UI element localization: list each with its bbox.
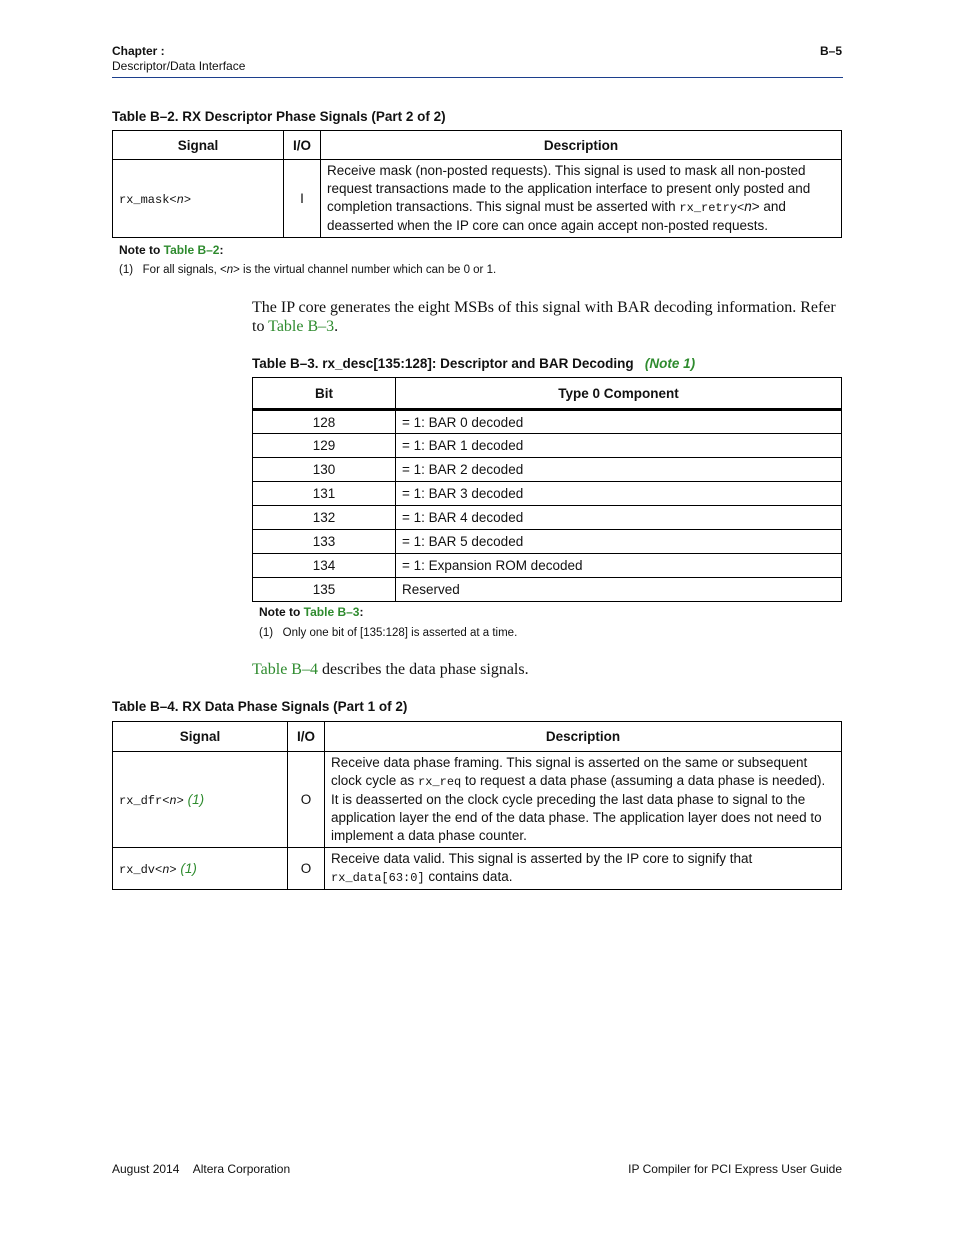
table-b3-link[interactable]: Table B–3: [268, 318, 335, 335]
description-cell: Receive data valid. This signal is asserted by the IP core to signify that rx_data[63:0] contains data.: [325, 848, 842, 890]
io-cell: O: [288, 752, 325, 848]
description-cell: Receive data phase framing. This signal is asserted on the same or subsequent clock cycle as rx_req to request a data phase (assuming a data phase is needed). It is deasserted on the clock cycle preceding the last data phase to signal to the application layer the end of the data phase. The application layer does not need to implement a data phase counter.: [325, 752, 842, 848]
section-title: Descriptor/Data Interface: [112, 59, 246, 73]
table-b2-link[interactable]: Table B–2: [163, 243, 220, 257]
footer-right: IP Compiler for PCI Express User Guide: [628, 1162, 842, 1176]
table-b4-link[interactable]: Table B–4: [252, 661, 318, 678]
table-header: Bit: [253, 378, 396, 410]
table-row: 134 = 1: Expansion ROM decoded: [253, 554, 842, 578]
page-number: B–5: [819, 44, 842, 58]
table-header: Description: [325, 722, 842, 752]
table-header: I/O: [284, 131, 321, 160]
header-rule: [112, 77, 843, 78]
table-row: 135 Reserved: [253, 578, 842, 602]
signal-cell: rx_dv<n> (1): [113, 848, 288, 890]
table-b2-note: (1) For all signals, <n> is the virtual channel number which can be 0 or 1.: [119, 264, 497, 276]
table-b4: [112, 721, 842, 890]
note-ref-link[interactable]: (1): [187, 791, 205, 807]
body-paragraph: The IP core generates the eight MSBs of this signal with BAR decoding information. Refer to Table B–3.: [252, 299, 836, 335]
table-row: 130 = 1: BAR 2 decoded: [253, 458, 842, 482]
table-b2-caption: Table B–2. RX Descriptor Phase Signals (Part 2 of 2): [112, 109, 446, 124]
table-row: 128 = 1: BAR 0 decoded: [253, 410, 842, 434]
table-b3-note: (1) Only one bit of [135:128] is asserted at a time.: [259, 627, 518, 639]
table-row: 129 = 1: BAR 1 decoded: [253, 434, 842, 458]
table-b4-caption: Table B–4. RX Data Phase Signals (Part 1 of 2): [112, 699, 408, 714]
table-row: [113, 160, 842, 238]
table-row: 131 = 1: BAR 3 decoded: [253, 482, 842, 506]
table-b3: [252, 377, 842, 602]
description-cell: Receive mask (non-posted requests). This signal is used to mask all non-posted request transactions made to the application interface to present only posted and completion transactions. This signal must be asserted with rx_retry<n> and deasserted when the IP core can once again accept non-posted requests.: [321, 160, 842, 238]
footer-left: August 2014 Altera Corporation: [112, 1162, 291, 1176]
table-b2: [112, 130, 842, 238]
table-header: Signal: [113, 131, 284, 160]
table-b3-caption: Table B–3. rx_desc[135:128]: Descriptor and BAR Decoding (Note 1): [252, 356, 696, 371]
table-row: [113, 752, 842, 848]
signal-cell: rx_dfr<n> (1): [113, 752, 288, 848]
body-paragraph: Table B–4 describes the data phase signals.: [252, 661, 529, 678]
table-header: Signal: [113, 722, 288, 752]
table-header: Type 0 Component: [396, 378, 842, 410]
table-b3-note-title: Note to Table B–3:: [259, 605, 364, 619]
table-header: I/O: [288, 722, 325, 752]
table-b2-note-title: Note to Table B–2:: [119, 243, 224, 257]
io-cell: I: [284, 160, 321, 238]
caption-note-link[interactable]: (Note 1): [644, 356, 696, 371]
table-row: 133 = 1: BAR 5 decoded: [253, 530, 842, 554]
table-row: [113, 848, 842, 890]
chapter-label: Chapter :: [112, 44, 165, 58]
table-row: 132 = 1: BAR 4 decoded: [253, 506, 842, 530]
table-header: Description: [321, 131, 842, 160]
table-b3-note-link[interactable]: Table B–3: [303, 605, 360, 619]
note-ref-link[interactable]: (1): [180, 860, 197, 876]
io-cell: O: [288, 848, 325, 890]
signal-cell: rx_mask<n>: [113, 160, 284, 238]
